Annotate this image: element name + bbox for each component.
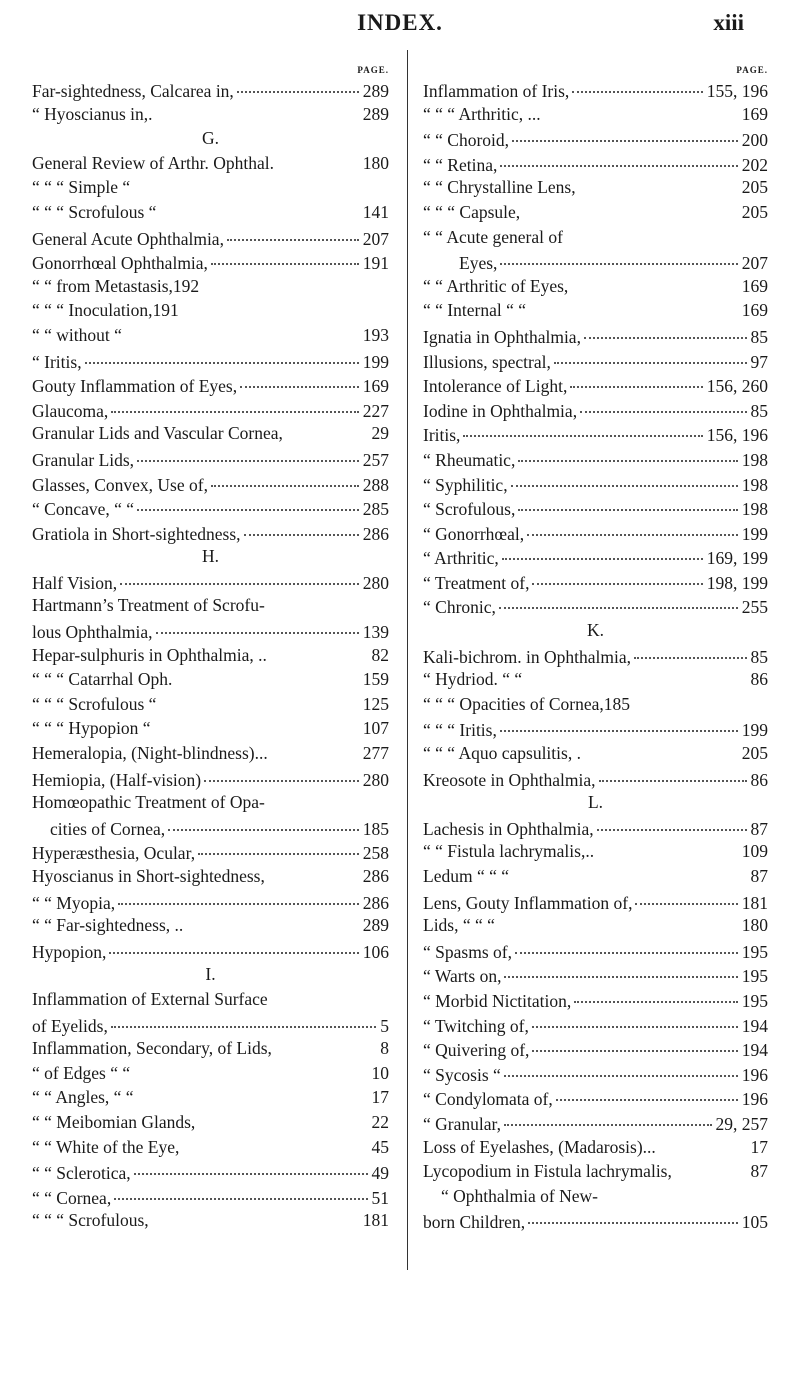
entry-text: “ “ Acute general of	[423, 226, 563, 247]
index-entry	[423, 249, 768, 274]
entry-text: “ “ Fistula lachrymalis,..	[423, 841, 595, 862]
entry-text: “ “ Myopia,	[32, 892, 116, 913]
dot-leader	[109, 934, 358, 954]
entry-page: 198, 199	[706, 572, 768, 593]
dot-leader	[111, 1008, 376, 1028]
dot-leader	[635, 885, 737, 905]
entry-page: 199	[362, 351, 389, 372]
index-entry	[32, 102, 389, 127]
dot-leader	[532, 1032, 737, 1052]
dot-leader	[511, 467, 738, 487]
section-letter	[32, 962, 389, 987]
index-entry	[423, 274, 768, 299]
entry-text: Lycopodium in Fistula lachrymalis,	[423, 1161, 672, 1182]
entry-page: 207	[362, 228, 389, 249]
entry-text: lous Ophthalmia,	[32, 622, 153, 643]
dot-leader	[156, 614, 359, 634]
entry-page: 255	[741, 597, 768, 618]
page-title: INDEX.	[357, 10, 443, 35]
entry-page: 86	[750, 669, 768, 690]
index-entry	[423, 175, 768, 200]
entry-page: 180	[362, 152, 389, 173]
entry-page: 125	[362, 693, 389, 714]
entry-page: 156, 260	[706, 376, 768, 397]
entry-text: “ Rheumatic,	[423, 449, 516, 470]
entry-page: 289	[362, 915, 389, 936]
entry-text: Homœopathic Treatment of Opa-	[32, 792, 265, 813]
dot-leader	[120, 565, 359, 585]
entry-text: Hyperæsthesia, Ocular,	[32, 843, 196, 864]
dot-leader	[554, 344, 747, 364]
entry-text: “ “ Internal “ “	[423, 300, 526, 321]
entry-page: 195	[741, 990, 768, 1011]
entry-text: “ Spasms of,	[423, 941, 512, 962]
entry-text: “ “ “ Capsule,	[423, 201, 521, 222]
dot-leader	[237, 73, 359, 93]
dot-leader	[528, 1204, 738, 1224]
dot-leader	[556, 1081, 738, 1101]
dot-leader	[137, 491, 359, 511]
entry-page: 139	[362, 622, 389, 643]
entry-page: 29	[371, 423, 389, 444]
entry-text: “ Scrofulous,	[423, 499, 516, 520]
entry-text: “ Arthritic,	[423, 548, 499, 569]
entry-text: Gonorrhœal Ophthalmia,	[32, 253, 208, 274]
entry-text: Ledum “ “ “	[423, 866, 509, 886]
entry-page: 207	[741, 253, 768, 274]
dot-leader	[463, 417, 702, 437]
entry-page: 289	[362, 103, 389, 124]
index-entry	[423, 77, 768, 102]
entry-page: 181	[741, 892, 768, 913]
entry-text: “ “ Angles, “ “	[32, 1087, 134, 1108]
index-entry	[32, 1061, 389, 1086]
entry-page: 196	[741, 1089, 768, 1110]
entry-page: 285	[362, 499, 389, 520]
entry-page: 277	[362, 743, 389, 764]
entry-page: 105	[741, 1212, 768, 1233]
entry-text: “ “ “ Scrofulous “	[32, 201, 157, 222]
entry-page: 205	[741, 177, 768, 198]
entry-page: 196	[741, 1064, 768, 1085]
entry-page: 200	[741, 130, 768, 151]
index-entry	[32, 1110, 389, 1135]
dot-leader	[118, 885, 359, 905]
entry-text: “ Gonorrhœal,	[423, 523, 525, 544]
index-entry	[423, 1159, 768, 1184]
index-entry	[32, 175, 389, 200]
dot-leader	[499, 589, 738, 609]
entry-text: “ “ White of the Eye,	[32, 1136, 180, 1157]
entry-text: “ “ “ Arthritic, ...	[423, 103, 541, 124]
dot-leader	[227, 221, 359, 241]
entry-text: General Acute Ophthalmia,	[32, 228, 224, 249]
index-entry	[423, 839, 768, 864]
dot-leader	[240, 368, 359, 388]
entry-page: 289	[362, 81, 389, 101]
entry-text: “ Ophthalmia of New-	[441, 1185, 598, 1206]
entry-text: “ “ “ Catarrhal Oph.	[32, 669, 173, 690]
entry-page: 195	[741, 966, 768, 987]
entry-text: “ Morbid Nictitation,	[423, 990, 572, 1011]
dot-leader	[211, 245, 359, 265]
entry-text: Far-sightedness, Calcarea in,	[32, 81, 234, 101]
entry-page: 97	[750, 351, 768, 372]
entry-page: 17	[750, 1136, 768, 1157]
entry-text: Inflammation of Iris,	[423, 81, 570, 101]
entry-page: 10	[371, 1062, 389, 1083]
entry-page: 106	[362, 941, 389, 962]
entry-text: Hartmann’s Treatment of Scrofu-	[32, 595, 265, 616]
entry-text: Inflammation, Secondary, of Lids,	[32, 1038, 272, 1059]
dot-leader	[580, 393, 746, 413]
entry-page: 107	[362, 718, 389, 739]
entry-text: “ Hydriod. “ “	[423, 669, 523, 690]
right-column	[423, 65, 768, 1233]
left-entries	[32, 77, 389, 1233]
dot-leader	[211, 467, 359, 487]
entry-page: 169	[741, 103, 768, 124]
entry-text: Kali-bichrom. in Ophthalmia,	[423, 646, 632, 667]
dot-leader	[518, 442, 737, 462]
entry-page: 180	[741, 915, 768, 936]
entry-page: 51	[371, 1187, 389, 1208]
index-entry	[423, 643, 768, 668]
dot-leader	[500, 245, 737, 265]
index-entry	[32, 692, 389, 717]
entry-page: 181	[362, 1210, 389, 1231]
entry-text: “ “ “ Iritis,	[423, 720, 497, 741]
entry-page: 169, 199	[706, 548, 768, 569]
entry-page: 45	[371, 1136, 389, 1157]
entry-page: 87	[750, 818, 768, 839]
entry-text: General Review of Arthr. Ophthal.	[32, 152, 275, 173]
entry-text: “ Hyoscianus in,.	[32, 103, 153, 124]
index-entry	[423, 200, 768, 225]
entry-text: G.	[201, 128, 219, 149]
entry-page: 286	[362, 523, 389, 544]
entry-page: 198	[741, 499, 768, 520]
entry-page: 169	[741, 300, 768, 321]
entry-page: 205	[741, 743, 768, 764]
section-letter	[32, 126, 389, 151]
entry-page: 194	[741, 1015, 768, 1036]
entry-text: “ “ “ Simple “	[32, 177, 131, 198]
dot-leader	[584, 319, 747, 339]
entry-page: 85	[750, 646, 768, 667]
dot-leader	[137, 442, 359, 462]
index-entry	[32, 77, 389, 102]
entry-text: cities of Cornea,	[50, 818, 166, 839]
entry-text: Hypopion,	[32, 941, 107, 962]
entry-page: 288	[362, 474, 389, 495]
dot-leader	[204, 762, 359, 782]
dot-leader	[574, 983, 738, 1003]
entry-text: “ “ Retina,	[423, 154, 498, 175]
index-entry	[423, 815, 768, 840]
entry-page: 194	[741, 1040, 768, 1061]
dot-leader	[500, 147, 737, 167]
dot-leader	[244, 516, 359, 536]
index-entry	[32, 889, 389, 914]
index-entry	[32, 938, 389, 963]
entry-text: Granular Lids and Vascular Cornea,	[32, 423, 283, 444]
entry-page: 87	[750, 1161, 768, 1182]
dot-leader	[532, 1008, 738, 1028]
entry-page: 82	[371, 644, 389, 665]
index-entry	[32, 839, 389, 864]
entry-text: L.	[587, 792, 604, 813]
entry-text: Hepar-sulphuris in Ophthalmia, ..	[32, 644, 267, 665]
entry-text: Glaucoma,	[32, 400, 109, 421]
dot-leader	[515, 934, 738, 954]
dot-leader	[85, 344, 359, 364]
entry-text: Granular Lids,	[32, 449, 135, 470]
entry-page: 109	[741, 841, 768, 862]
entry-page: 155, 196	[706, 81, 768, 101]
entry-page: 169	[362, 376, 389, 397]
entry-page: 156, 196	[706, 425, 768, 446]
entry-page: 86	[750, 769, 768, 790]
index-entry	[423, 667, 768, 692]
entry-page: 49	[371, 1163, 389, 1184]
entry-text: Hyoscianus in Short-sightedness,	[32, 866, 265, 886]
dot-leader	[198, 835, 359, 855]
entry-text: “ Condylomata of,	[423, 1089, 553, 1110]
entry-text: “ “ from Metastasis,192	[32, 275, 200, 296]
entry-text: Loss of Eyelashes, (Madarosis)...	[423, 1136, 656, 1157]
dot-leader	[134, 1155, 368, 1175]
dot-leader	[168, 811, 359, 831]
entry-text: “ “ Sclerotica,	[32, 1163, 131, 1184]
entry-text: “ “ Cornea,	[32, 1187, 112, 1208]
entry-text: “ “ “ Scrofulous,	[32, 1210, 149, 1231]
index-entry	[423, 889, 768, 914]
index-entry	[32, 643, 389, 668]
dot-leader	[114, 1180, 367, 1200]
entry-page: 8	[380, 1038, 389, 1059]
entry-text: “ Treatment of,	[423, 572, 530, 593]
entry-text: K.	[586, 620, 604, 641]
entry-text: “ Concave, “ “	[32, 499, 135, 520]
entry-text: Lids, “ “ “	[423, 915, 495, 936]
entry-text: “ “ “ Hypopion “	[32, 718, 151, 739]
entry-text: H.	[201, 546, 219, 567]
entry-text: Hemeralopia, (Night-blindness)...	[32, 743, 268, 764]
dot-leader	[111, 393, 358, 413]
index-entry	[32, 618, 389, 643]
entry-page: 141	[362, 201, 389, 222]
entry-text: “ of Edges “ “	[32, 1062, 131, 1083]
index-entry	[423, 716, 768, 741]
entry-text: “ Iritis,	[32, 351, 82, 372]
entry-page: 205	[741, 201, 768, 222]
index-entry	[32, 716, 389, 741]
dot-leader	[599, 762, 747, 782]
entry-text: Hemiopia, (Half-vision)	[32, 769, 202, 790]
index-entry	[423, 1110, 768, 1135]
entry-text: of Eyelids,	[32, 1015, 108, 1036]
entry-text: Illusions, spectral,	[423, 351, 551, 372]
index-entry	[32, 1184, 389, 1209]
index-entry	[423, 593, 768, 618]
dot-leader	[504, 958, 737, 978]
entry-page: 85	[750, 400, 768, 421]
entry-text: “ Quivering of,	[423, 1040, 530, 1061]
entry-page: 199	[741, 720, 768, 741]
entry-page: 87	[750, 866, 768, 886]
index-entry	[32, 667, 389, 692]
index-entry	[32, 298, 389, 323]
entry-page: 202	[741, 154, 768, 175]
entry-text: “ Syphilitic,	[423, 474, 508, 495]
dot-leader	[504, 1106, 711, 1126]
dot-leader	[527, 516, 738, 536]
entry-text: Iritis,	[423, 425, 461, 446]
page-number: xiii	[713, 10, 744, 35]
index-entry	[32, 151, 389, 176]
left-page-label: PAGE.	[357, 65, 389, 75]
entry-page: 198	[741, 449, 768, 470]
dot-leader	[502, 540, 703, 560]
entry-text: “ “ Arthritic of Eyes,	[423, 275, 569, 296]
entry-page: 159	[362, 669, 389, 690]
entry-text: “ “ “ Aquo capsulitis, .	[423, 743, 581, 764]
entry-text: I.	[205, 964, 216, 985]
index-entry	[32, 766, 389, 791]
entry-page: 280	[362, 769, 389, 790]
index-entry	[32, 520, 389, 545]
entry-page: 257	[362, 449, 389, 470]
entry-text: “ “ “ Scrofulous “	[32, 693, 157, 714]
right-entries	[423, 77, 768, 1233]
index-entry	[32, 274, 389, 299]
index-entry	[423, 1208, 768, 1233]
entry-text: Intolerance of Light,	[423, 376, 568, 397]
entry-text: “ Sycosis “	[423, 1064, 501, 1085]
dot-leader	[500, 712, 738, 732]
dot-leader	[572, 73, 702, 93]
dot-leader	[512, 122, 738, 142]
entry-text: Iodine in Ophthalmia,	[423, 400, 578, 421]
index-entry	[32, 1036, 389, 1061]
entry-page: 227	[362, 400, 389, 421]
left-column	[32, 65, 389, 1233]
dot-leader	[518, 491, 737, 511]
entry-page: 185	[362, 818, 389, 839]
entry-page: 198	[741, 474, 768, 495]
entry-page: 199	[741, 523, 768, 544]
entry-text: Lens, Gouty Inflammation of,	[423, 892, 633, 913]
entry-page: 195	[741, 941, 768, 962]
entry-page: 193	[362, 324, 389, 345]
entry-text: “ “ without “	[32, 324, 122, 345]
index-entry	[32, 397, 389, 422]
index-entry	[423, 766, 768, 791]
entry-text: “ Chronic,	[423, 597, 496, 618]
entry-text: Lachesis in Ophthalmia,	[423, 818, 594, 839]
index-entry	[32, 1208, 389, 1233]
entry-page: 258	[362, 843, 389, 864]
entry-page: 22	[371, 1111, 389, 1132]
index-entry	[32, 1012, 389, 1037]
entry-text: Eyes,	[459, 253, 498, 274]
entry-text: Gratiola in Short-sightedness,	[32, 523, 241, 544]
entry-text: Ignatia in Ophthalmia,	[423, 326, 581, 347]
dot-leader	[597, 811, 747, 831]
entry-text: “ “ Choroid,	[423, 130, 510, 151]
entry-page: 191	[362, 253, 389, 274]
entry-text: “ Twitching of,	[423, 1015, 529, 1036]
entry-page: 286	[362, 892, 389, 913]
entry-text: born Children,	[423, 1212, 526, 1233]
entry-page: 169	[741, 275, 768, 296]
entry-page: 85	[750, 326, 768, 347]
index-entry	[32, 1085, 389, 1110]
dot-leader	[634, 639, 746, 659]
entry-text: “ “ Chrystalline Lens,	[423, 177, 576, 198]
page-header	[0, 4, 800, 44]
index-entry	[423, 151, 768, 176]
dot-leader	[570, 368, 702, 388]
entry-text: Inflammation of External Surface	[32, 988, 268, 1009]
column-divider	[407, 50, 408, 1270]
entry-text: Glasses, Convex, Use of,	[32, 474, 208, 495]
entry-page: 5	[380, 1015, 389, 1036]
entry-page: 29, 257	[715, 1113, 768, 1134]
right-page-label: PAGE.	[736, 65, 768, 75]
dot-leader	[532, 565, 702, 585]
index-entry	[32, 569, 389, 594]
index-entry	[32, 249, 389, 274]
entry-text: Kreosote in Ophthalmia,	[423, 769, 596, 790]
entry-page: 17	[371, 1087, 389, 1108]
entry-text: Gouty Inflammation of Eyes,	[32, 376, 238, 397]
entry-page: 286	[362, 866, 389, 886]
dot-leader	[504, 1057, 738, 1077]
entry-text: “ “ “ Opacities of Cornea,185	[423, 693, 631, 714]
index-entry	[423, 1135, 768, 1160]
entry-text: “ Warts on,	[423, 966, 502, 987]
entry-text: “ “ Far-sightedness, ..	[32, 915, 184, 936]
entry-text: “ “ Meibomian Glands,	[32, 1111, 196, 1132]
entry-page: 280	[362, 572, 389, 593]
entry-text: Half Vision,	[32, 572, 118, 593]
entry-text: “ Granular,	[423, 1113, 502, 1134]
entry-text: “ “ “ Inoculation,191	[32, 300, 179, 321]
